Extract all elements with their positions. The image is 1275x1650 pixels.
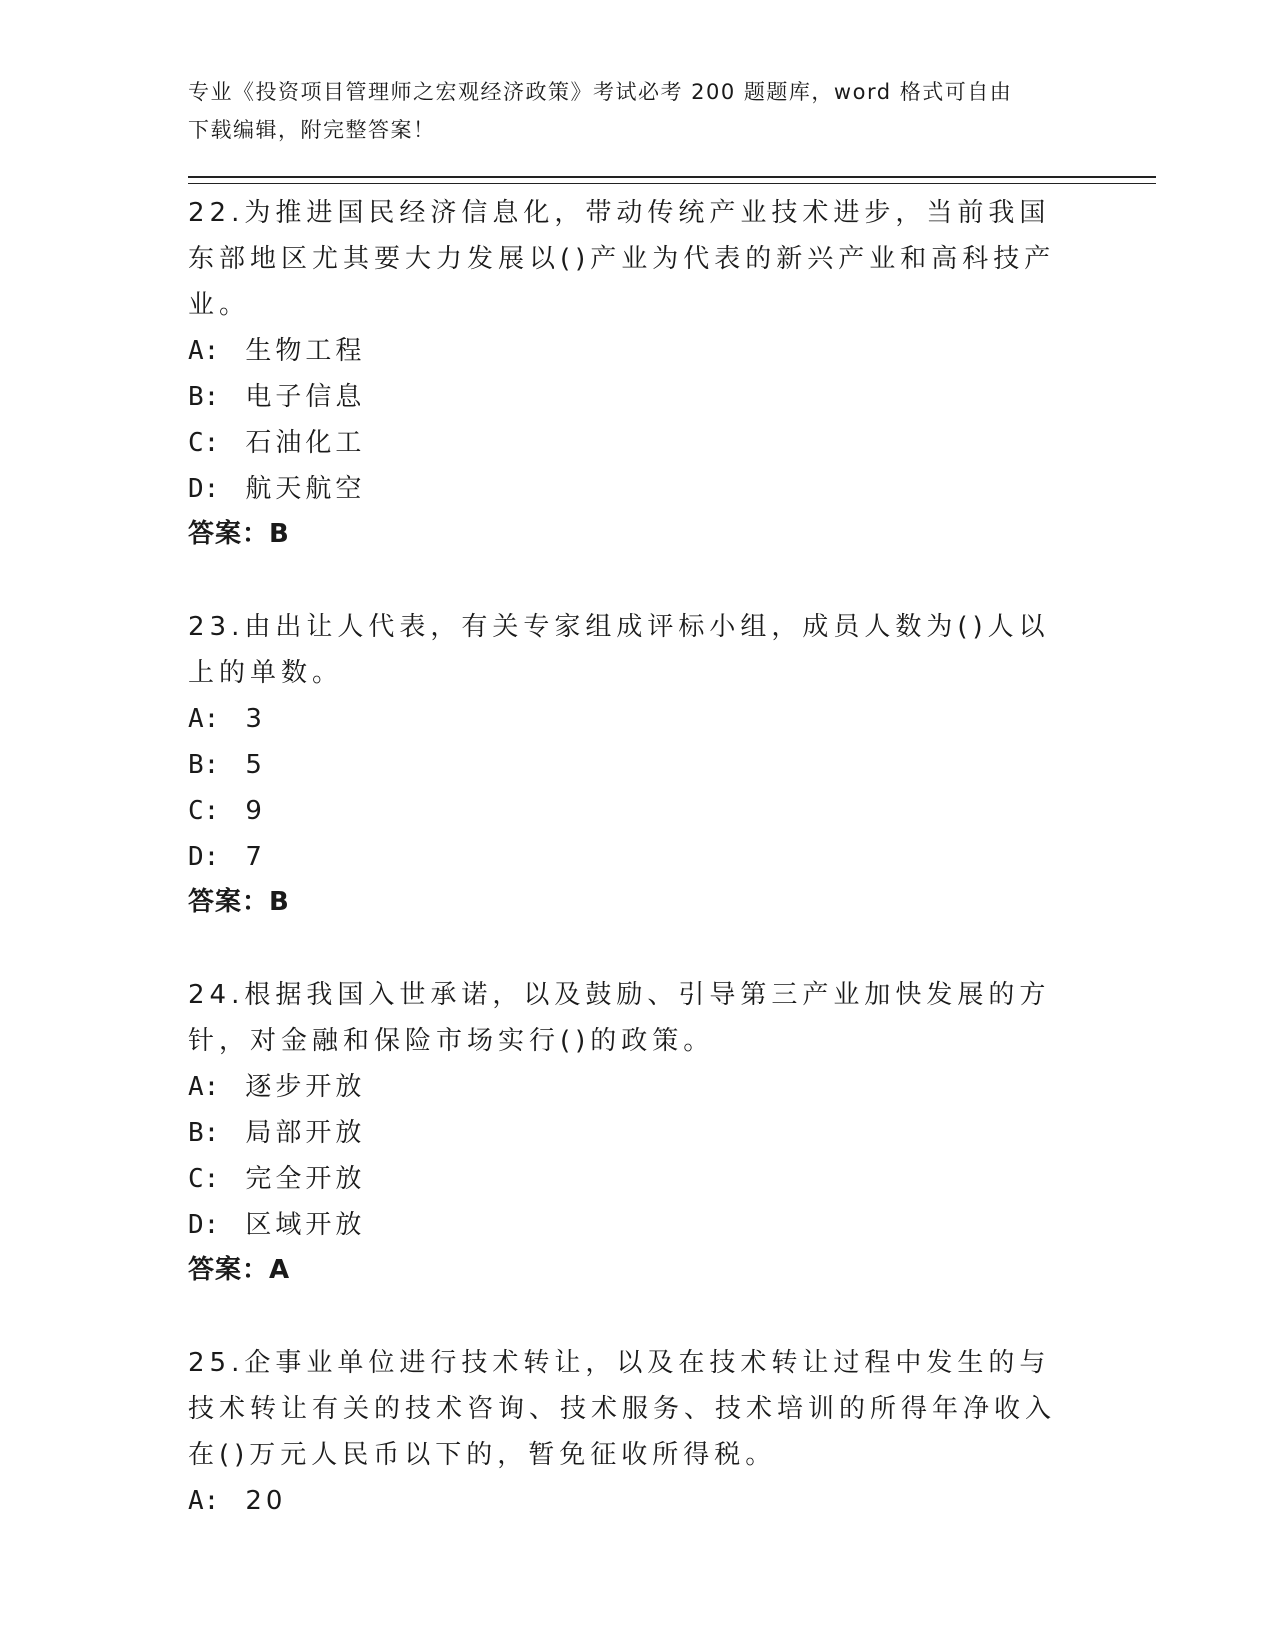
question-stem: 22.为推进国民经济信息化，带动传统产业技术进步，当前我国东部地区尤其要大力发展以()产业为代表的新兴产业和高科技产业。 — [188, 198, 1056, 320]
answer-line: 答案：B — [188, 887, 290, 917]
option-text: 20 — [245, 1486, 287, 1516]
header-line-2: 下载编辑，附完整答案！ — [188, 118, 436, 142]
option-text: 5 — [245, 750, 266, 780]
option-letter: C: — [188, 428, 220, 458]
option-text: 石油化工 — [245, 428, 366, 458]
option-d — [188, 466, 1078, 512]
option-a — [188, 696, 1078, 742]
option-text: 完全开放 — [245, 1164, 366, 1194]
option-text: 生物工程 — [245, 336, 366, 366]
option-b — [188, 374, 1078, 420]
option-a — [188, 1478, 1078, 1524]
question-22 — [188, 190, 1078, 556]
header-line-1: 专业《投资项目管理师之宏观经济政策》考试必考 200 题题库，word 格式可自由 — [188, 80, 1013, 104]
option-b — [188, 1110, 1078, 1156]
option-letter: A: — [188, 704, 220, 734]
option-a — [188, 1064, 1078, 1110]
question-24 — [188, 972, 1078, 1292]
question-23 — [188, 604, 1078, 924]
option-d — [188, 834, 1078, 880]
answer-line: 答案：B — [188, 519, 290, 549]
option-text: 区域开放 — [245, 1210, 366, 1240]
option-letter: A: — [188, 1072, 220, 1102]
option-letter: D: — [188, 842, 220, 872]
option-text: 局部开放 — [245, 1118, 366, 1148]
option-c — [188, 420, 1078, 466]
question-stem: 24.根据我国入世承诺，以及鼓励、引导第三产业加快发展的方针，对金融和保险市场实行()的政策。 — [188, 980, 1051, 1056]
option-letter: A: — [188, 1486, 220, 1516]
question-stem: 25.企事业单位进行技术转让，以及在技术转让过程中发生的与技术转让有关的技术咨询、技术服务、技术培训的所得年净收入在()万元人民币以下的，暂免征收所得税。 — [188, 1348, 1057, 1470]
option-text: 航天航空 — [245, 474, 366, 504]
question-stem: 23.由出让人代表，有关专家组成评标小组，成员人数为()人以上的单数。 — [188, 612, 1050, 688]
option-a — [188, 328, 1078, 374]
option-text: 3 — [245, 704, 266, 734]
option-c — [188, 788, 1078, 834]
header-divider-thin — [188, 183, 1156, 184]
option-c — [188, 1156, 1078, 1202]
option-letter: C: — [188, 1164, 220, 1194]
document-header — [188, 73, 1068, 149]
option-text: 逐步开放 — [245, 1072, 366, 1102]
question-25 — [188, 1340, 1078, 1524]
option-letter: C: — [188, 796, 220, 826]
option-letter: B: — [188, 1118, 220, 1148]
option-letter: B: — [188, 382, 220, 412]
option-d — [188, 1202, 1078, 1248]
option-letter: B: — [188, 750, 220, 780]
answer-line: 答案：A — [188, 1255, 291, 1285]
option-text: 9 — [245, 796, 266, 826]
option-b — [188, 742, 1078, 788]
option-letter: D: — [188, 474, 220, 504]
question-list — [188, 190, 1078, 1572]
option-text: 电子信息 — [245, 382, 366, 412]
option-text: 7 — [245, 842, 266, 872]
option-letter: A: — [188, 336, 220, 366]
option-letter: D: — [188, 1210, 220, 1240]
header-divider-thick — [188, 176, 1156, 178]
